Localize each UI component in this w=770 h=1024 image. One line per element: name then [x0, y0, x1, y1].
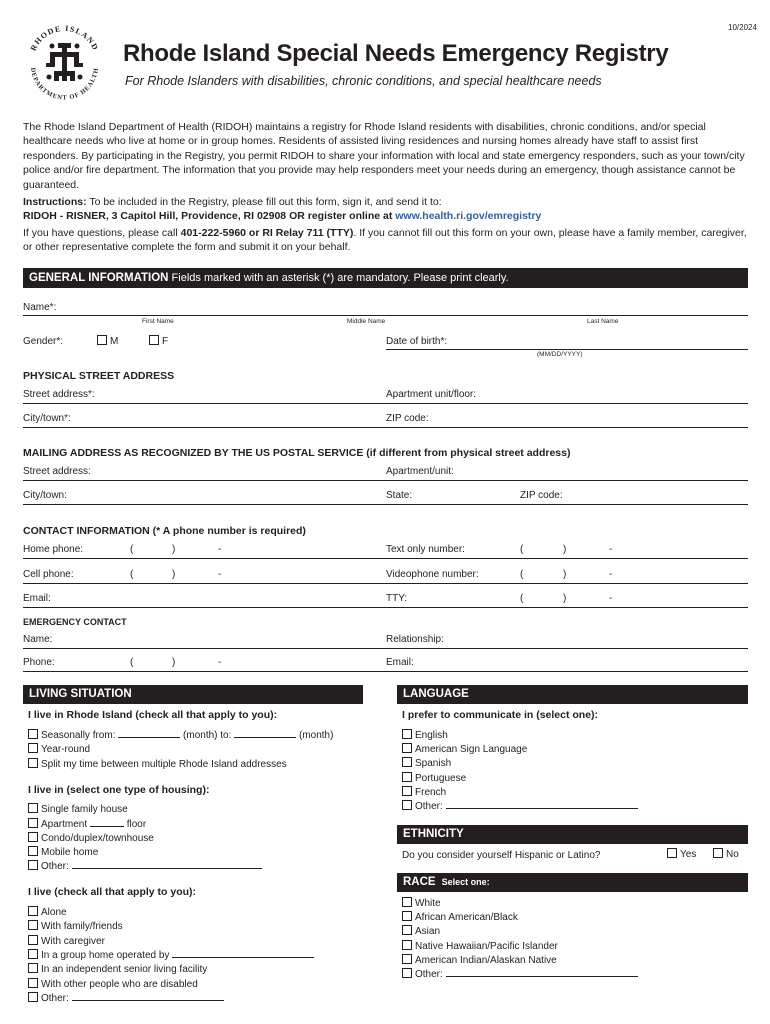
tty-open-paren: (	[520, 593, 524, 604]
race-text: Asian	[415, 926, 441, 937]
group-home-operator-field[interactable]	[172, 949, 314, 958]
living-q1: I live in Rhode Island (check all that apply to you):	[28, 709, 278, 721]
instructions-label: Instructions:	[23, 196, 87, 208]
gender-m-checkbox[interactable]	[97, 335, 107, 345]
live-with-checkbox[interactable]	[28, 978, 38, 988]
ec-name-field[interactable]	[23, 648, 748, 649]
contact-heading-note: (* A phone number is required)	[149, 525, 306, 537]
questions-post: . If you cannot fill out this form on your own, please have a family member, caregiver, or other representative complete the form and submit it on your behalf.	[23, 226, 747, 254]
living-q2: I live in (select one type of housing):	[28, 784, 210, 796]
housing-checkbox[interactable]	[28, 803, 38, 813]
ec-relationship-label: Relationship:	[386, 634, 444, 645]
instructions-text: To be included in the Registry, please fill out this form, sign it, and send it to:	[86, 196, 442, 208]
language-option[interactable]	[402, 772, 466, 787]
floor-text: floor	[126, 819, 147, 830]
race-checkbox[interactable]	[402, 925, 412, 935]
name-field[interactable]	[23, 315, 748, 316]
videophone-dash: -	[609, 569, 613, 580]
mailing-state-label: State:	[386, 490, 413, 501]
hispanic-no-text: No	[726, 849, 739, 860]
live-with-text: Other:	[41, 993, 69, 1004]
videophone-close-paren: )	[563, 569, 567, 580]
housing-option[interactable]	[28, 860, 262, 875]
mailing-street-field[interactable]	[23, 480, 748, 481]
housing-checkbox[interactable]	[28, 818, 38, 828]
live-with-text: In an independent senior living facility	[41, 964, 208, 975]
housing-text: Other:	[41, 861, 69, 872]
ec-phone-close-paren: )	[172, 657, 176, 668]
housing-option[interactable]	[28, 846, 98, 861]
last-name-caption: Last Name	[587, 318, 619, 325]
language-bar: LANGUAGE	[397, 685, 748, 704]
mailing-heading-note: (if different from physical street address)	[363, 447, 571, 459]
svg-text:DEPARTMENT OF HEALTH: DEPARTMENT OF HEALTH	[28, 67, 101, 102]
living-situation-bar: LIVING SITUATION	[23, 685, 363, 704]
form-date: 10/2024	[728, 23, 757, 32]
cell-phone-field[interactable]	[23, 583, 748, 584]
race-bar-title: RACE	[403, 876, 436, 888]
housing-checkbox[interactable]	[28, 846, 38, 856]
housing-checkbox[interactable]	[28, 832, 38, 842]
race-text: American Indian/Alaskan Native	[415, 955, 557, 966]
language-option[interactable]	[402, 786, 446, 801]
race-option[interactable]	[402, 925, 440, 940]
general-info-title: GENERAL INFORMATION	[29, 272, 169, 284]
emergency-contact-heading: EMERGENCY CONTACT	[23, 617, 127, 627]
ethnicity-question: Do you consider yourself Hispanic or Latino?	[402, 850, 601, 861]
cell-phone-open-paren: (	[130, 569, 134, 580]
form-title: Rhode Island Special Needs Emergency Registry	[123, 40, 669, 67]
language-checkbox[interactable]	[402, 786, 412, 796]
mailing-heading-text: MAILING ADDRESS AS RECOGNIZED BY THE US POSTAL SERVICE	[23, 447, 364, 459]
hispanic-no-option[interactable]	[713, 848, 739, 863]
tty-label: TTY:	[386, 593, 408, 604]
cell-phone-close-paren: )	[172, 569, 176, 580]
race-text: Other:	[415, 969, 443, 980]
year-round-checkbox[interactable]	[28, 743, 38, 753]
live-with-checkbox[interactable]	[28, 920, 38, 930]
language-checkbox[interactable]	[402, 729, 412, 739]
race-checkbox[interactable]	[402, 940, 412, 950]
seasonally-option[interactable]	[28, 729, 333, 744]
housing-other-field[interactable]	[72, 860, 262, 869]
race-checkbox[interactable]	[402, 968, 412, 978]
housing-text: Mobile home	[41, 847, 99, 858]
race-checkbox[interactable]	[402, 897, 412, 907]
videophone-open-paren: (	[520, 569, 524, 580]
dob-field[interactable]	[386, 349, 748, 350]
live-with-text: Alone	[41, 907, 67, 918]
gender-f-text: F	[162, 336, 169, 347]
contact-phone: 401-222-5960 or RI Relay 711 (TTY)	[180, 226, 354, 239]
general-info-bar	[23, 268, 748, 288]
seasonally-to-text: (month) to:	[183, 730, 232, 741]
live-with-checkbox[interactable]	[28, 949, 38, 959]
home-phone-dash: -	[218, 544, 222, 555]
housing-option[interactable]	[28, 803, 128, 818]
home-phone-close-paren: )	[172, 544, 176, 555]
live-with-option[interactable]	[28, 935, 105, 950]
mailing-address-heading	[23, 447, 570, 459]
live-with-checkbox[interactable]	[28, 992, 38, 1002]
race-option[interactable]	[402, 940, 558, 955]
email-tty-field[interactable]	[23, 607, 748, 608]
split-time-checkbox[interactable]	[28, 758, 38, 768]
live-with-option[interactable]	[28, 963, 207, 978]
text-only-label: Text only number:	[386, 544, 465, 555]
housing-text: Single family house	[41, 804, 128, 815]
ridoh-seal-logo	[21, 19, 108, 106]
mailing-address: RIDOH - RISNER, 3 Capitol Hill, Providence, RI 02908 OR register online at	[23, 210, 396, 223]
live-with-option[interactable]	[28, 906, 67, 921]
language-text: American Sign Language	[415, 744, 528, 755]
seasonally-to-field[interactable]	[234, 729, 296, 738]
email-label: Email:	[23, 593, 51, 604]
cell-phone-dash: -	[218, 569, 222, 580]
city-town-label: City/town*:	[23, 413, 71, 424]
live-with-option[interactable]	[28, 949, 314, 964]
seasonally-from-field[interactable]	[118, 729, 180, 738]
language-text: English	[415, 730, 448, 741]
housing-text: Apartment	[41, 819, 88, 830]
language-checkbox[interactable]	[402, 800, 412, 810]
mailing-zip-label: ZIP code:	[520, 490, 563, 501]
gender-m-option[interactable]	[97, 335, 118, 347]
dob-label: Date of birth*:	[386, 336, 448, 347]
live-with-option[interactable]	[28, 978, 198, 993]
hispanic-no-checkbox[interactable]	[713, 848, 723, 858]
physical-address-heading: PHYSICAL STREET ADDRESS	[23, 370, 175, 382]
language-option[interactable]	[402, 800, 638, 815]
zip-code-label: ZIP code:	[386, 413, 429, 424]
split-time-text: Split my time between multiple Rhode Island addresses	[41, 759, 287, 770]
ec-name-label: Name:	[23, 634, 53, 645]
language-checkbox[interactable]	[402, 757, 412, 767]
svg-text:RHODE ISLAND: RHODE ISLAND	[28, 23, 101, 53]
race-option[interactable]	[402, 911, 518, 926]
hispanic-yes-text: Yes	[680, 849, 697, 860]
registry-link[interactable]: www.health.ri.gov/emregistry	[395, 210, 542, 223]
housing-checkbox[interactable]	[28, 860, 38, 870]
year-round-option[interactable]	[28, 743, 90, 758]
form-subtitle: For Rhode Islanders with disabilities, chronic conditions, and special healthcare needs	[125, 74, 602, 88]
race-text: Native Hawaiian/Pacific Islander	[415, 941, 558, 952]
general-info-note: Fields marked with an asterisk (*) are mandatory. Please print clearly.	[168, 272, 509, 284]
mailing-street-label: Street address:	[23, 466, 91, 477]
language-checkbox[interactable]	[402, 772, 412, 782]
text-only-close-paren: )	[563, 544, 567, 555]
middle-name-caption: Middle Name	[347, 318, 386, 325]
live-with-checkbox[interactable]	[28, 935, 38, 945]
tty-dash: -	[609, 593, 613, 604]
instructions-block	[23, 195, 748, 255]
seasonally-month-text: (month)	[298, 730, 334, 741]
race-bar-note: Select one:	[441, 877, 490, 887]
text-only-open-paren: (	[520, 544, 524, 555]
race-checkbox[interactable]	[402, 954, 412, 964]
gender-m-text: M	[110, 336, 119, 347]
contact-heading-text: CONTACT INFORMATION	[23, 525, 150, 537]
ec-phone-dash: -	[218, 657, 222, 668]
housing-option[interactable]	[28, 832, 154, 847]
street-address-field[interactable]	[23, 403, 748, 404]
live-with-other-field[interactable]	[72, 992, 224, 1001]
text-only-dash: -	[609, 544, 613, 555]
language-text: French	[415, 787, 447, 798]
living-q3: I live (check all that apply to you):	[28, 886, 197, 898]
race-other-field[interactable]	[446, 968, 638, 977]
city-zip-field[interactable]	[23, 427, 748, 428]
mailing-city-field[interactable]	[23, 504, 748, 505]
ec-phone-open-paren: (	[130, 657, 134, 668]
mailing-city-label: City/town:	[23, 490, 67, 501]
live-with-text: With caregiver	[41, 936, 105, 947]
ethnicity-bar: ETHNICITY	[397, 825, 748, 844]
ec-email-label: Email:	[386, 657, 414, 668]
seasonally-checkbox[interactable]	[28, 729, 38, 739]
first-name-caption: First Name	[142, 318, 174, 325]
live-with-checkbox[interactable]	[28, 906, 38, 916]
race-text: African American/Black	[415, 912, 518, 923]
language-option[interactable]	[402, 743, 527, 758]
language-other-field[interactable]	[446, 800, 638, 809]
language-option[interactable]	[402, 757, 451, 772]
tty-close-paren: )	[563, 593, 567, 604]
home-phone-field[interactable]	[23, 558, 748, 559]
race-text: White	[415, 898, 441, 909]
race-option[interactable]	[402, 968, 638, 983]
live-with-checkbox[interactable]	[28, 963, 38, 973]
street-address-label: Street address*:	[23, 389, 95, 400]
gender-f-option[interactable]	[149, 335, 168, 347]
apartment-floor-label: Apartment unit/floor:	[386, 389, 477, 400]
videophone-label: Videophone number:	[386, 569, 479, 580]
hispanic-yes-checkbox[interactable]	[667, 848, 677, 858]
live-with-option[interactable]	[28, 992, 224, 1007]
cell-phone-label: Cell phone:	[23, 569, 74, 580]
gender-f-checkbox[interactable]	[149, 335, 159, 345]
race-option[interactable]	[402, 897, 441, 912]
split-time-option[interactable]	[28, 758, 287, 773]
ec-phone-field[interactable]	[23, 671, 748, 672]
ec-phone-label: Phone:	[23, 657, 55, 668]
housing-option[interactable]	[28, 818, 146, 833]
hispanic-yes-option[interactable]	[667, 848, 696, 863]
dob-format-caption: (MM/DD/YYYY)	[537, 351, 583, 358]
race-option[interactable]	[402, 954, 557, 969]
race-checkbox[interactable]	[402, 911, 412, 921]
housing-text: Condo/duplex/townhouse	[41, 833, 154, 844]
language-question: I prefer to communicate in (select one):	[402, 709, 599, 721]
gender-label: Gender*:	[23, 336, 64, 347]
questions-pre: If you have questions, please call	[23, 226, 181, 239]
intro-paragraph: The Rhode Island Department of Health (RIDOH) maintains a registry for Rhode Island residents with disabilities, chronic conditions, and/or special healthcare needs who live at home or in group homes. Residents of assisted living residences and nursing homes already have staff to assist first responders. By participating in the Registry, you permit RIDOH to share your information with local and state emergency responders, such as your town/city police and/or fire department. The information that you provide may help responders meet your needs during an emergency, though assistance cannot be guaranteed.	[23, 121, 745, 191]
live-with-text: In a group home operated by	[41, 950, 170, 961]
language-checkbox[interactable]	[402, 743, 412, 753]
language-text: Other:	[415, 801, 443, 812]
mailing-apt-label: Apartment/unit:	[386, 466, 454, 477]
language-text: Spanish	[415, 758, 452, 769]
name-label: Name*:	[23, 302, 57, 313]
seasonally-text: Seasonally from:	[41, 730, 116, 741]
live-with-text: With other people who are disabled	[41, 979, 198, 990]
contact-info-heading	[23, 525, 306, 537]
language-text: Portuguese	[415, 773, 467, 784]
race-bar	[397, 873, 748, 892]
apartment-floor-field[interactable]	[90, 818, 124, 827]
year-round-text: Year-round	[41, 744, 91, 755]
home-phone-open-paren: (	[130, 544, 134, 555]
live-with-text: With family/friends	[41, 921, 123, 932]
language-option[interactable]	[402, 729, 448, 744]
home-phone-label: Home phone:	[23, 544, 84, 555]
live-with-option[interactable]	[28, 920, 123, 935]
